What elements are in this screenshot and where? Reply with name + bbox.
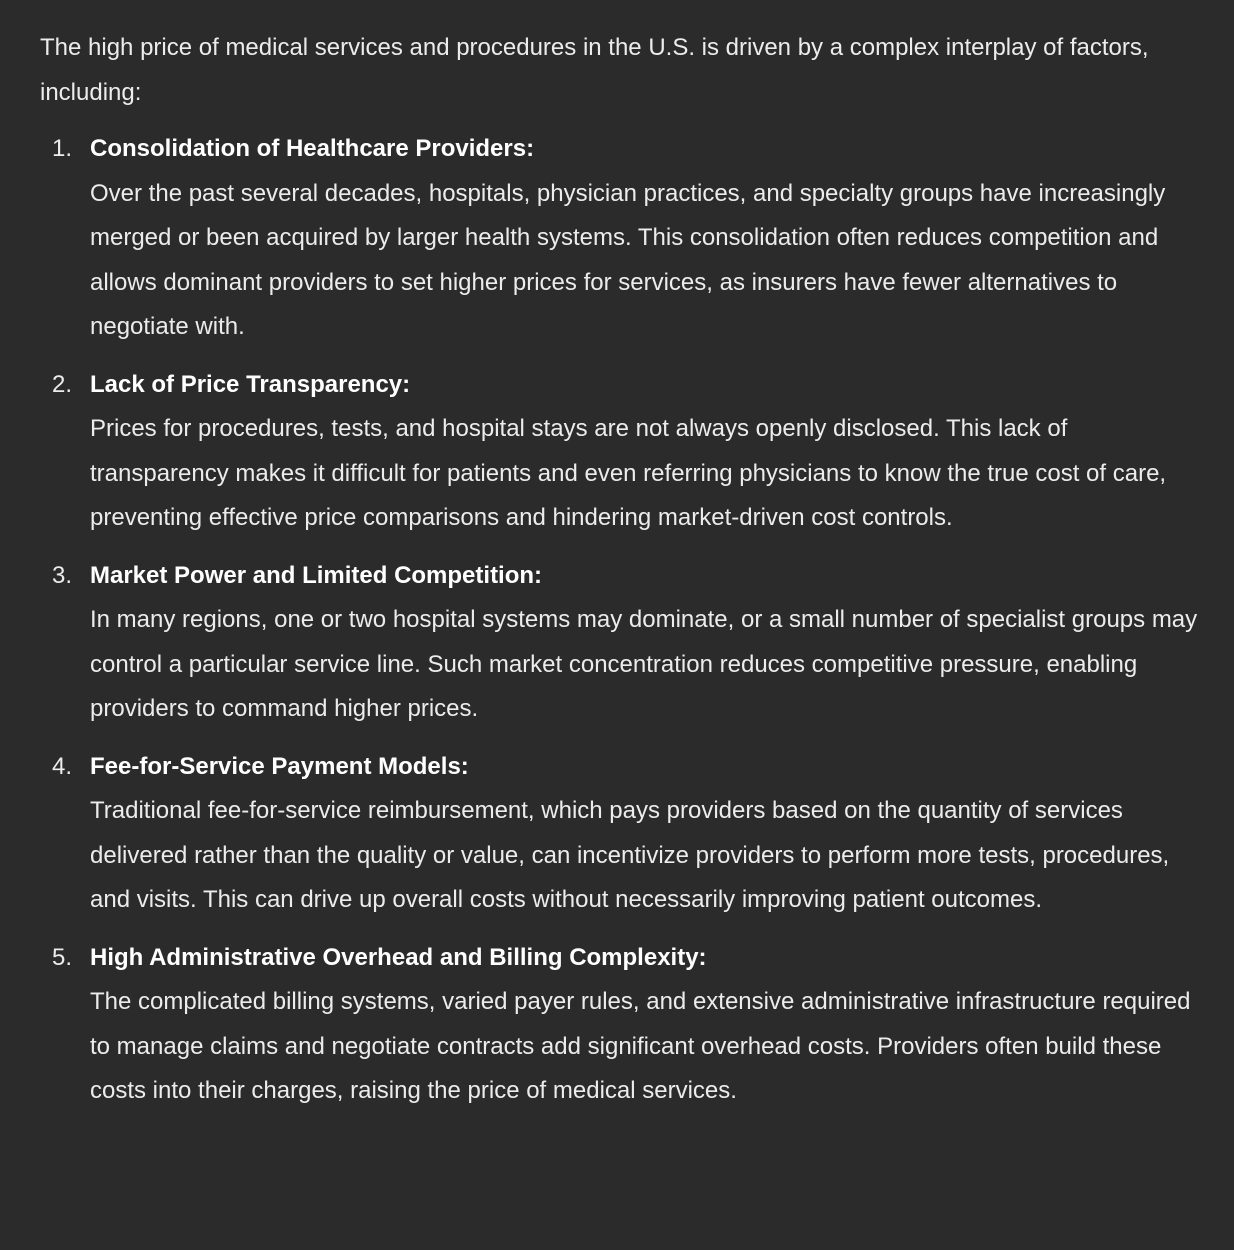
item-heading: Market Power and Limited Competition: <box>90 561 543 589</box>
list-number: 2. <box>52 370 73 398</box>
item-heading: Lack of Price Transparency: <box>90 370 411 398</box>
list-item <box>40 936 1210 1114</box>
item-description: Traditional fee-for-service reimbursement, which pays providers based on the quantity of services delivered rather than the quality or value, can incentivize providers to perform more tests, procedures, and visits. This can drive up overall costs without necessarily improving patient outcomes. <box>90 797 1170 913</box>
list-number: 3. <box>52 561 73 589</box>
list-item <box>40 745 1210 923</box>
item-description: Prices for procedures, tests, and hospital stays are not always openly disclosed. This lack of transparency makes it difficult for patients and even referring physicians to know the true cost of care, preventing effective price comparisons and hindering market-driven cost controls. <box>90 415 1167 531</box>
item-description: Over the past several decades, hospitals, physician practices, and specialty groups have increasingly merged or been acquired by larger health systems. This consolidation often reduces competition and allows dominant providers to set higher prices for services, as insurers have fewer alternatives to negotiate with. <box>90 179 1166 340</box>
item-description: The complicated billing systems, varied payer rules, and extensive administrative infrastructure required to manage claims and negotiate contracts add significant overhead costs. Providers often build these costs into their charges, raising the price of medical services. <box>90 988 1191 1104</box>
list-item <box>40 127 1210 350</box>
factors-list <box>40 127 1210 1114</box>
cropped-previous-line <box>0 0 1234 8</box>
item-description: In many regions, one or two hospital systems may dominate, or a small number of specialist groups may control a particular service line. Such market concentration reduces competitive pressure, enabling providers to command higher prices. <box>90 606 1198 722</box>
item-heading: Fee-for-Service Payment Models: <box>90 752 469 780</box>
list-number: 5. <box>52 943 73 971</box>
list-item <box>40 554 1210 732</box>
item-heading: Consolidation of Healthcare Providers: <box>90 135 535 162</box>
intro-paragraph: The high price of medical services and procedures in the U.S. is driven by a complex interplay of factors, including: <box>40 34 1149 106</box>
assistant-message <box>40 26 1210 1127</box>
list-number: 4. <box>52 752 73 780</box>
list-number: 1. <box>52 135 73 162</box>
list-item <box>40 363 1210 541</box>
item-heading: High Administrative Overhead and Billing Complexity: <box>90 943 707 971</box>
